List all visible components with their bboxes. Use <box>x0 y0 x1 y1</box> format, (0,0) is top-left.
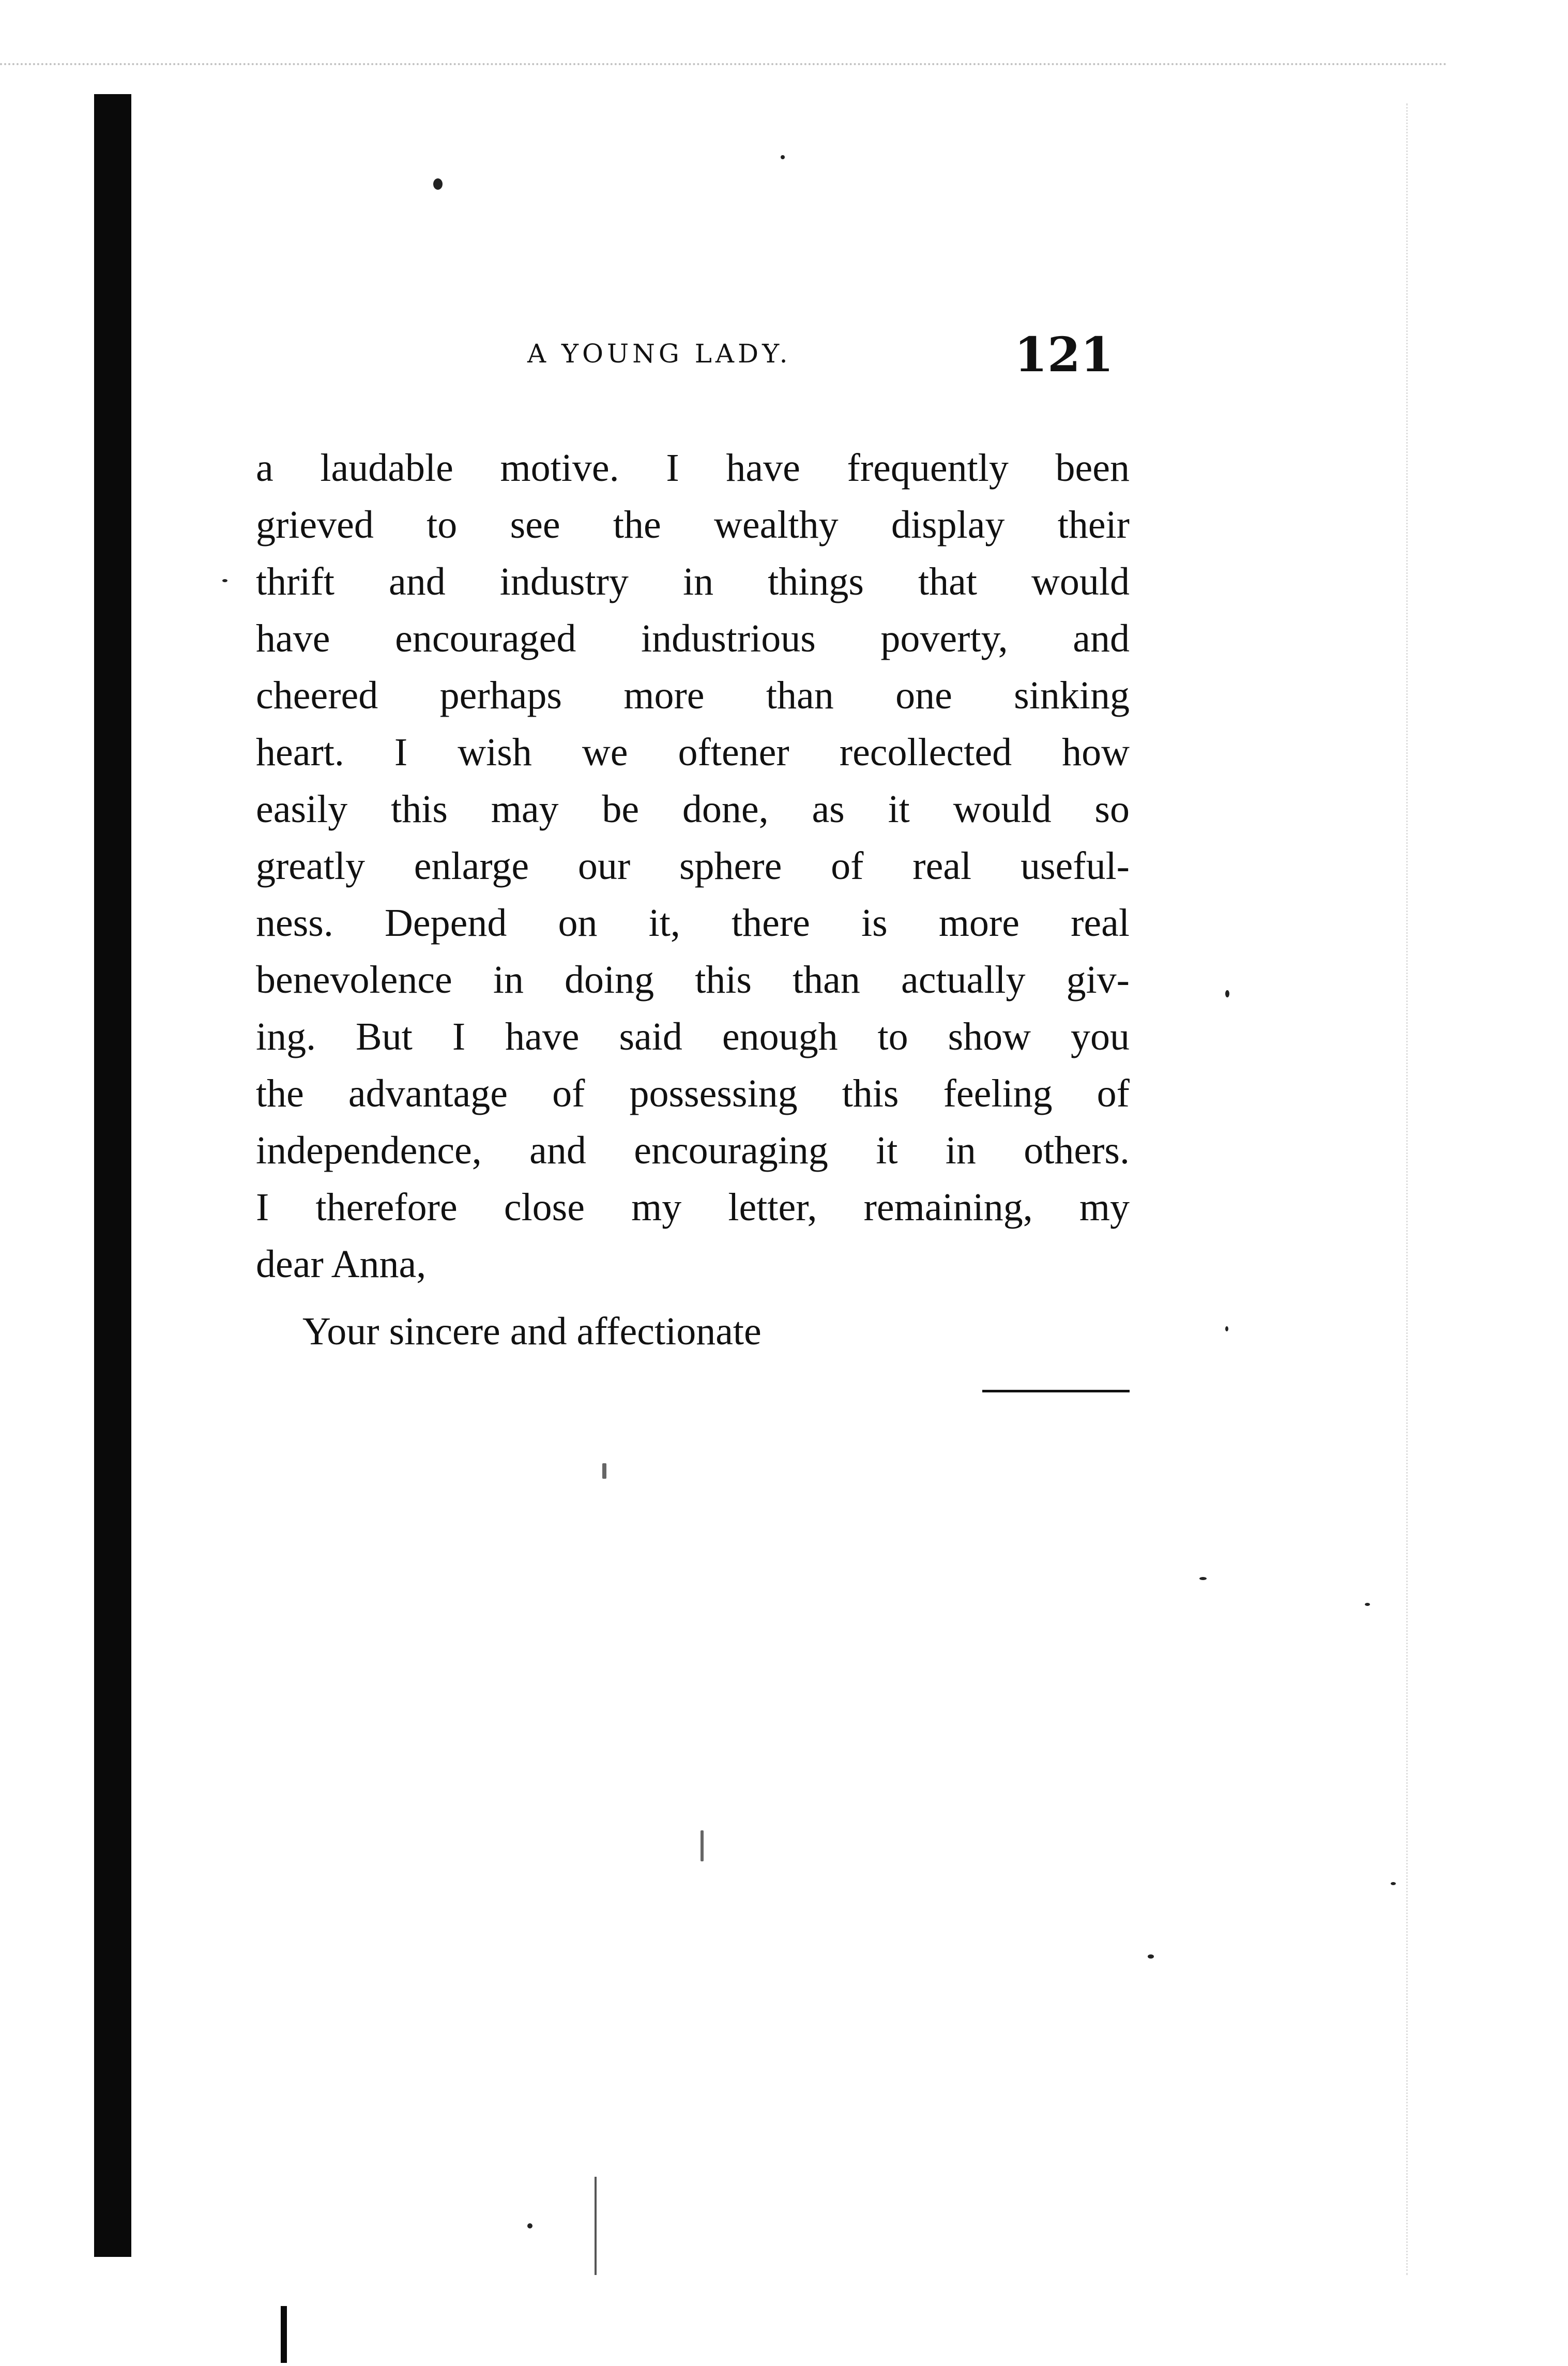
text-line: grieved to see the wealthy display their <box>256 503 1130 547</box>
text-line: benevolence in doing this than actually giv- <box>256 958 1130 1002</box>
text-line: the advantage of possessing this feeling of <box>256 1072 1130 1115</box>
scan-speck <box>1391 1882 1396 1885</box>
text-line: easily this may be done, as it would so <box>256 787 1130 831</box>
scan-speck <box>527 2223 532 2228</box>
scan-speck <box>1225 990 1229 997</box>
text-line: have encouraged industrious poverty, and <box>256 617 1130 660</box>
scan-speck <box>781 155 785 159</box>
page-number: 121 <box>1014 327 1114 383</box>
text-line: I therefore close my letter, remaining, my <box>256 1186 1130 1229</box>
scan-speck <box>222 579 227 582</box>
text-line: a laudable motive. I have frequently been <box>256 446 1130 490</box>
text-line: thrift and industry in things that would <box>256 560 1130 603</box>
text-line: cheered perhaps more than one sinking <box>256 674 1130 717</box>
scan-speck <box>433 178 443 190</box>
scan-speck <box>1225 1326 1228 1331</box>
letter-closing: Your sincere and affectionate <box>302 1310 762 1353</box>
binding-edge <box>94 94 131 2257</box>
text-line: dear Anna, <box>256 1242 427 1286</box>
scan-speck <box>602 1463 606 1479</box>
scan-mark-thin <box>595 2177 597 2275</box>
scan-speck <box>1199 1577 1207 1580</box>
scan-speck <box>1365 1603 1370 1606</box>
scan-top-edge <box>0 63 1448 70</box>
text-line: heart. I wish we oftener recollected how <box>256 731 1130 774</box>
signature-rule <box>982 1390 1130 1392</box>
scan-mark-bottom <box>281 2306 287 2363</box>
running-title: A YOUNG LADY. <box>527 339 791 369</box>
scan-speck <box>701 1830 704 1861</box>
text-line: ness. Depend on it, there is more real <box>256 901 1130 945</box>
scan-right-edge <box>1406 103 1411 2275</box>
scan-speck <box>1148 1954 1154 1959</box>
text-line: ing. But I have said enough to show you <box>256 1015 1130 1058</box>
text-line: greatly enlarge our sphere of real useful- <box>256 844 1130 888</box>
body-paragraph <box>256 439 1130 1293</box>
text-line: independence, and encouraging it in others. <box>256 1129 1130 1172</box>
